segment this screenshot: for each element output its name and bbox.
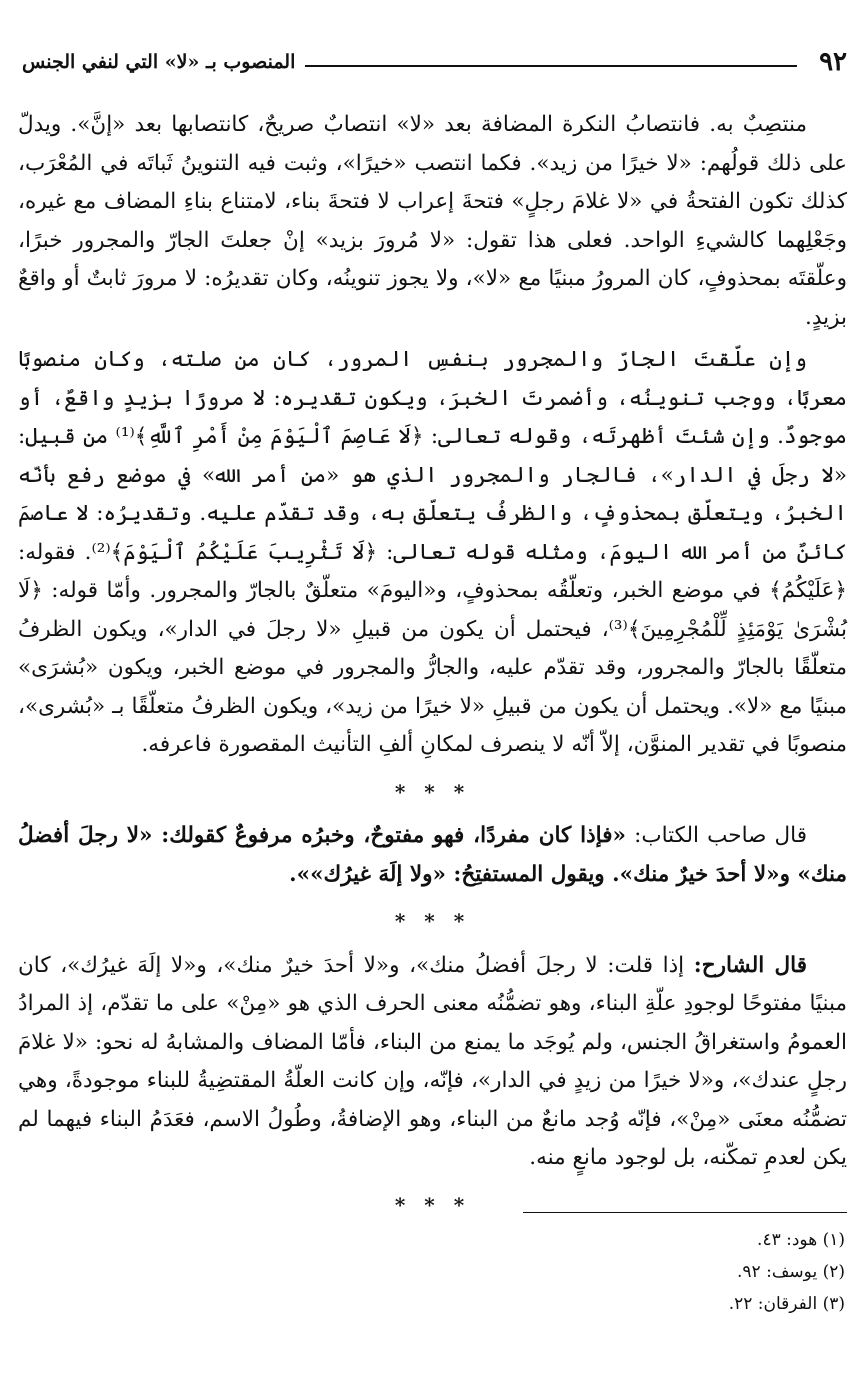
author-label: قال صاحب الكتاب: bbox=[634, 823, 807, 848]
commentary-paragraph bbox=[18, 947, 847, 1178]
commentator-text: إذا قلت: لا رجلَ أفضلُ منك»، و«لا أحدَ خيرٌ منك»، و«لا إلَهَ غيرُك»، كان مبنيًا مفتوحًا لوجودِ علّةِ البناء، وهو تضمُّنُه معنى الحرف الذي هو «مِنْ» على ما تقدّم، إذ المرادُ العمومُ واستغراقُ الجنس، ولم يُوجَد ما يمنع من البناء، فأمّا المضاف والمشابهُ له نحو: «لا غلامَ رجلٍ عندك»، و«لا خيرًا من زيدٍ في الدار»، فإنّه، وإن كانت العلّةُ المقتضِيةُ للبناء موجودةً، وهي تضمُّنُه معنَى «مِنْ»، فإنّه وُجد مانعٌ من البناء، وهو الإضافةُ، وطُولُ الاسم، فعَدَمُ البناء فيهما لم يكن لعدمِ تمكّنه، بل لوجود مانعٍ منه. bbox=[18, 952, 847, 1170]
section-divider: * * * bbox=[394, 779, 471, 804]
running-header bbox=[22, 44, 847, 80]
footnote-1: (١) هود: ٤٣. bbox=[757, 1230, 845, 1250]
main-text bbox=[18, 106, 847, 1230]
author-quote: «فإذا كان مفردًا، فهو مفتوحٌ، وخبرُه مرفوعٌ كقولك: «لا رجلَ أفضلُ منك» و«لا أحدَ خيرٌ منك». ويقول المستفتِحُ: «ولا إلَهَ غيرُك»». bbox=[18, 823, 847, 887]
page-number: ٩٢ bbox=[819, 47, 847, 77]
chapter-title: المنصوب بـ «لا» التي لنفي الجنس bbox=[22, 51, 296, 73]
paragraph-1: منتصِبٌ به. فانتصابُ النكرة المضافة بعد «لا» انتصابٌ صريحٌ، كانتصابها بعد «إنَّ». ويدلّ على ذلك قولُهم: «لا خيرًا من زيد». فكما انتصب «خيرًا»، وثبت فيه التنوينُ ثَباتَه في المُعْرَب، كذلك تكون الفتحةُ في «لا غلامَ رجلٍ» فتحةَ إعراب لا فتحةَ بناء، لامتناع بناءِ المضاف مع غيره، وجَعْلِهما كالشيءِ الواحد. فعلى هذا تقول: «لا مُرورَ بزيد» إنْ جعلتَ الجارّ والمجرور خبرًا، وعلّقتَه بمحذوفٍ، كان المرورُ مبنيًا مع «لا»، ولا يجوز تنوينُه، وكان تقديرُه: لا مرورَ ثابتٌ أو واقعٌ بزيدٍ. bbox=[18, 112, 847, 330]
footnote-rule bbox=[523, 1212, 847, 1213]
section-divider: * * * bbox=[394, 1192, 471, 1217]
footnote-2: (٢) يوسف: ٩٢. bbox=[737, 1262, 845, 1282]
section-divider: * * * bbox=[394, 909, 471, 933]
author-paragraph bbox=[18, 817, 847, 894]
header-rule bbox=[305, 65, 797, 67]
paragraph-2: وإن علّقتَ الجارّ والمجرور بنفسِ المرور، كان من صلته، وكان منصوبًا معربًا، ووجب تنوينُه، وأضمرتَ الخبرَ، ويكون تقديره: لا مرورًا بزيدٍ واقعٌ، أو موجودٌ. وإن شئتَ أظهرتَه، وقوله تعالى: ﴿لَا عَاصِمَ ٱلْيَوْمَ مِنْ أَمْرِ ٱللَّهِ﴾⁽¹⁾ من قبيل: «لا رجلَ في الدار»، فالجار والمجرور الذي هو «من أمر الله» في موضع رفع بأنّه الخبرُ، ويتعلّق بمحذوفٍ، والظرفُ يتعلّق به، وقد تقدّم عليه. وتقديرُه: لا عاصمَ كائنٌ من أمر الله اليومَ، ومثله قوله تعالى: ﴿لَا تَثْرِيبَ عَلَيْكُمُ ٱلْيَوْمَ﴾⁽²⁾. فقوله: ﴿عَلَيْكُمُ﴾ في موضع الخبر، وتعلّقُه بمحذوفٍ، و«اليومَ» متعلّقٌ بالجارّ والمجرور. وأمّا قوله: ﴿لَا بُشْرَىٰ يَوْمَئِذٍ لِّلْمُجْرِمِينَ﴾⁽³⁾، فيحتمل أن يكون من قبيلِ «لا رجلَ في الدار»، ويكون الظرفُ متعلّقًا بالجارّ والمجرور، وقد تقدّم عليه، والجارُّ والمجرور في موضع الخبر، ويكون «بُشرَى» مبنيًا مع «لا». ويحتمل أن يكون من قبيلِ «لا خيرًا من زيد»، ويكون الظرفُ متعلّقًا بـ «بُشرى»، منصوبًا في تقدير المنوَّن، إلاّ أنّه لا ينصرف لمكانِ ألفِ التأنيث المقصورة فاعرفه. bbox=[18, 347, 847, 757]
footnote-3: (٣) الفرقان: ٢٢. bbox=[728, 1294, 845, 1314]
commentator-label: قال الشارح: bbox=[693, 952, 807, 978]
footnotes bbox=[445, 1224, 845, 1320]
